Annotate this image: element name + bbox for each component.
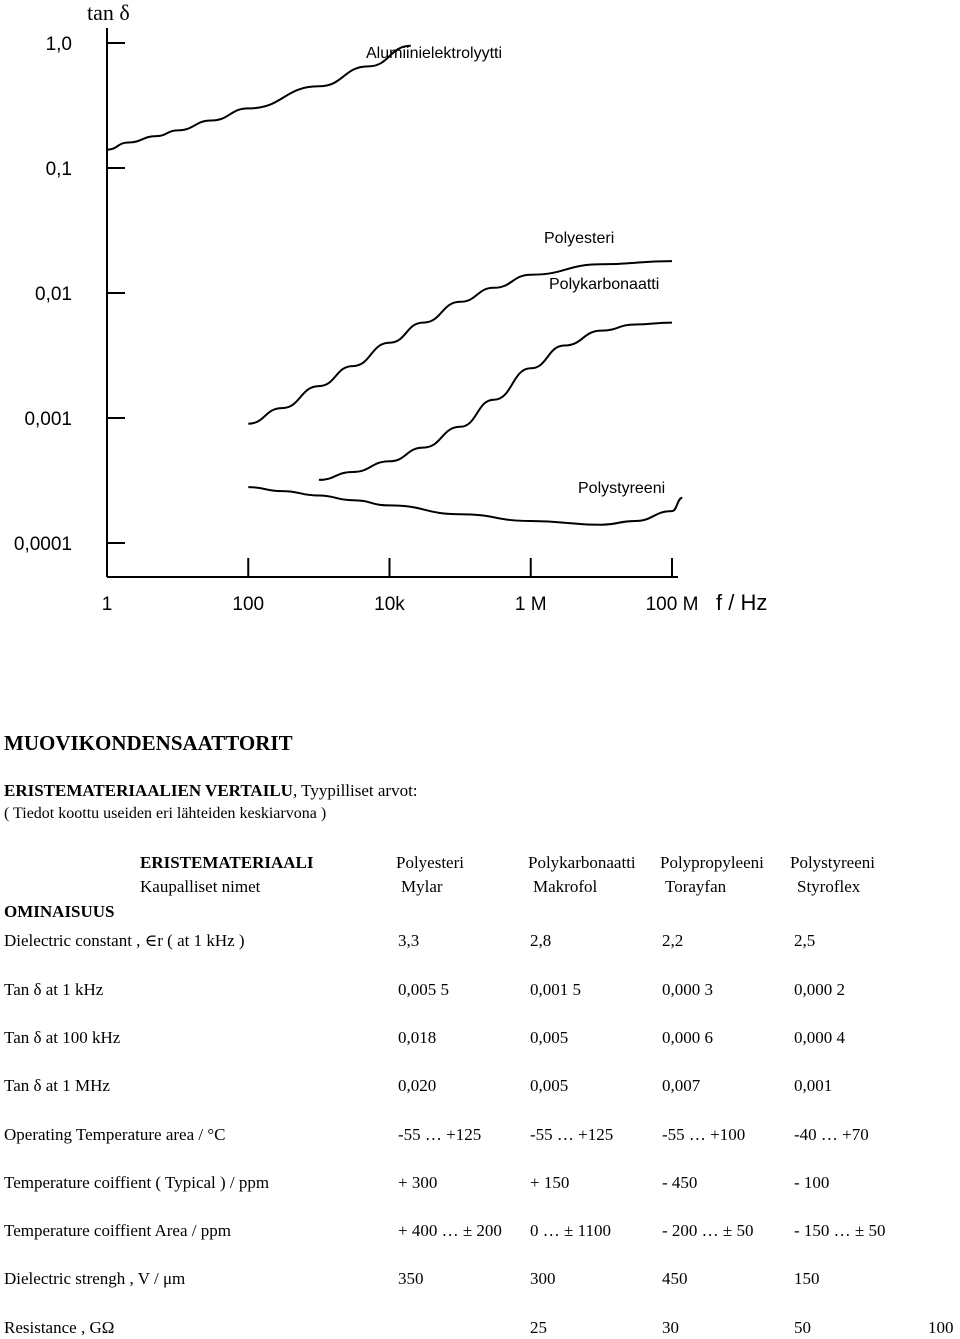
y-tick-label: 0,001 xyxy=(24,409,72,430)
tan-delta-chart xyxy=(0,0,960,640)
property-value: -55 … +100 xyxy=(662,1125,746,1144)
property-value: - 450 xyxy=(662,1173,698,1192)
y-tick-label: 0,0001 xyxy=(13,534,72,555)
property-value: 0,000 3 xyxy=(662,980,713,999)
property-label: Temperature coiffient Area / ppm xyxy=(4,1221,231,1240)
x-tick-label: 1 M xyxy=(514,594,547,615)
property-value: 50 xyxy=(794,1318,811,1337)
y-tick-label: 0,01 xyxy=(35,284,72,305)
property-value: 30 xyxy=(662,1318,679,1337)
property-value: 0,007 xyxy=(662,1076,701,1095)
property-label: Operating Temperature area / °C xyxy=(4,1125,226,1144)
property-label: Tan δ at 1 kHz xyxy=(4,980,104,999)
property-header: OMINAISUUS xyxy=(4,902,115,921)
subtitle-bold: ERISTEMATERIAALIEN VERTAILU xyxy=(4,781,293,800)
property-value: + 150 xyxy=(530,1173,570,1192)
y-tick-label: 1,0 xyxy=(45,34,72,55)
series-label-polykarbonaatti: Polykarbonaatti xyxy=(549,276,660,293)
property-value: 0,000 6 xyxy=(662,1028,713,1047)
property-value: 350 xyxy=(398,1269,424,1288)
trade-name-styroflex: Styroflex xyxy=(797,877,861,896)
property-value: 0,018 xyxy=(398,1028,437,1047)
property-value: 2,5 xyxy=(794,931,816,950)
x-axis-label: f / Hz xyxy=(716,590,768,615)
x-tick-label: 1 xyxy=(101,594,113,615)
property-value: 450 xyxy=(662,1269,688,1288)
property-value: 2,8 xyxy=(530,931,552,950)
property-value: -55 … +125 xyxy=(398,1125,482,1144)
property-value: 0 … ± 1100 xyxy=(530,1221,611,1240)
property-value: 300 xyxy=(530,1269,556,1288)
property-value: 100 xyxy=(928,1318,954,1337)
document-title: MUOVIKONDENSAATTORIT xyxy=(4,731,293,755)
property-label: Tan δ at 100 kHz xyxy=(4,1028,121,1047)
property-value: + 300 xyxy=(398,1173,438,1192)
property-value: -40 … +70 xyxy=(794,1125,869,1144)
document-source-note: ( Tiedot koottu useiden eri lähteiden keskiarvona ) xyxy=(4,805,327,822)
x-axis-ticks xyxy=(102,558,699,615)
property-value: 0,020 xyxy=(398,1076,437,1095)
property-value: - 150 … ± 50 xyxy=(794,1221,886,1240)
property-value: -55 … +125 xyxy=(530,1125,614,1144)
material-polykarbonaatti: Polykarbonaatti xyxy=(528,853,636,872)
y-axis-ticks xyxy=(14,34,125,555)
material-polystyreeni: Polystyreeni xyxy=(790,853,875,872)
subtitle-rest: , Tyypilliset arvot: xyxy=(292,781,418,800)
x-tick-label: 10k xyxy=(374,594,405,615)
property-value: 0,005 xyxy=(530,1028,569,1047)
property-value: 0,000 4 xyxy=(794,1028,845,1047)
trade-name-torayfan: Torayfan xyxy=(665,877,727,896)
property-label: Tan δ at 1 MHz xyxy=(4,1076,110,1095)
property-value: - 100 xyxy=(794,1173,830,1192)
series-labels xyxy=(366,45,665,497)
series-label-polystyreeni: Polystyreeni xyxy=(578,480,666,497)
property-value: 0,005 xyxy=(530,1076,569,1095)
material-polyesteri: Polyesteri xyxy=(396,853,464,872)
series-label-alumiinielektrolyytti: Alumiinielektrolyytti xyxy=(366,45,503,62)
x-tick-label: 100 xyxy=(232,594,265,615)
series-label-polyesteri: Polyesteri xyxy=(544,230,615,247)
x-tick-label: 100 M xyxy=(645,594,699,615)
trade-name-mylar: Mylar xyxy=(401,877,443,896)
trade-name-makrofol: Makrofol xyxy=(533,877,598,896)
property-label: Temperature coiffient ( Typical ) / ppm xyxy=(4,1173,270,1192)
property-label: Resistance , GΩ xyxy=(4,1318,115,1337)
trade-names-label: Kaupalliset nimet xyxy=(140,877,261,896)
series-line-polykarbonaatti xyxy=(319,323,672,480)
property-value: 0,005 5 xyxy=(398,980,449,999)
property-label: Dielectric strengh , V / μm xyxy=(4,1269,186,1288)
material-header-label: ERISTEMATERIAALI xyxy=(140,853,314,872)
property-value: 0,001 5 xyxy=(530,980,581,999)
property-value: 0,000 2 xyxy=(794,980,845,999)
property-value: 2,2 xyxy=(662,931,684,950)
property-value: 3,3 xyxy=(398,931,420,950)
property-value: 0,001 xyxy=(794,1076,833,1095)
property-value: - 200 … ± 50 xyxy=(662,1221,754,1240)
document-subtitle xyxy=(4,781,418,801)
material-polypropyleeni: Polypropyleeni xyxy=(660,853,764,872)
property-value: 150 xyxy=(794,1269,820,1288)
y-tick-label: 0,1 xyxy=(45,159,72,180)
property-value: 25 xyxy=(530,1318,547,1337)
chart-title: tan δ xyxy=(87,0,130,25)
property-value: + 400 … ± 200 xyxy=(398,1221,502,1240)
property-label: Dielectric constant , ∈r ( at 1 kHz ) xyxy=(4,931,245,950)
